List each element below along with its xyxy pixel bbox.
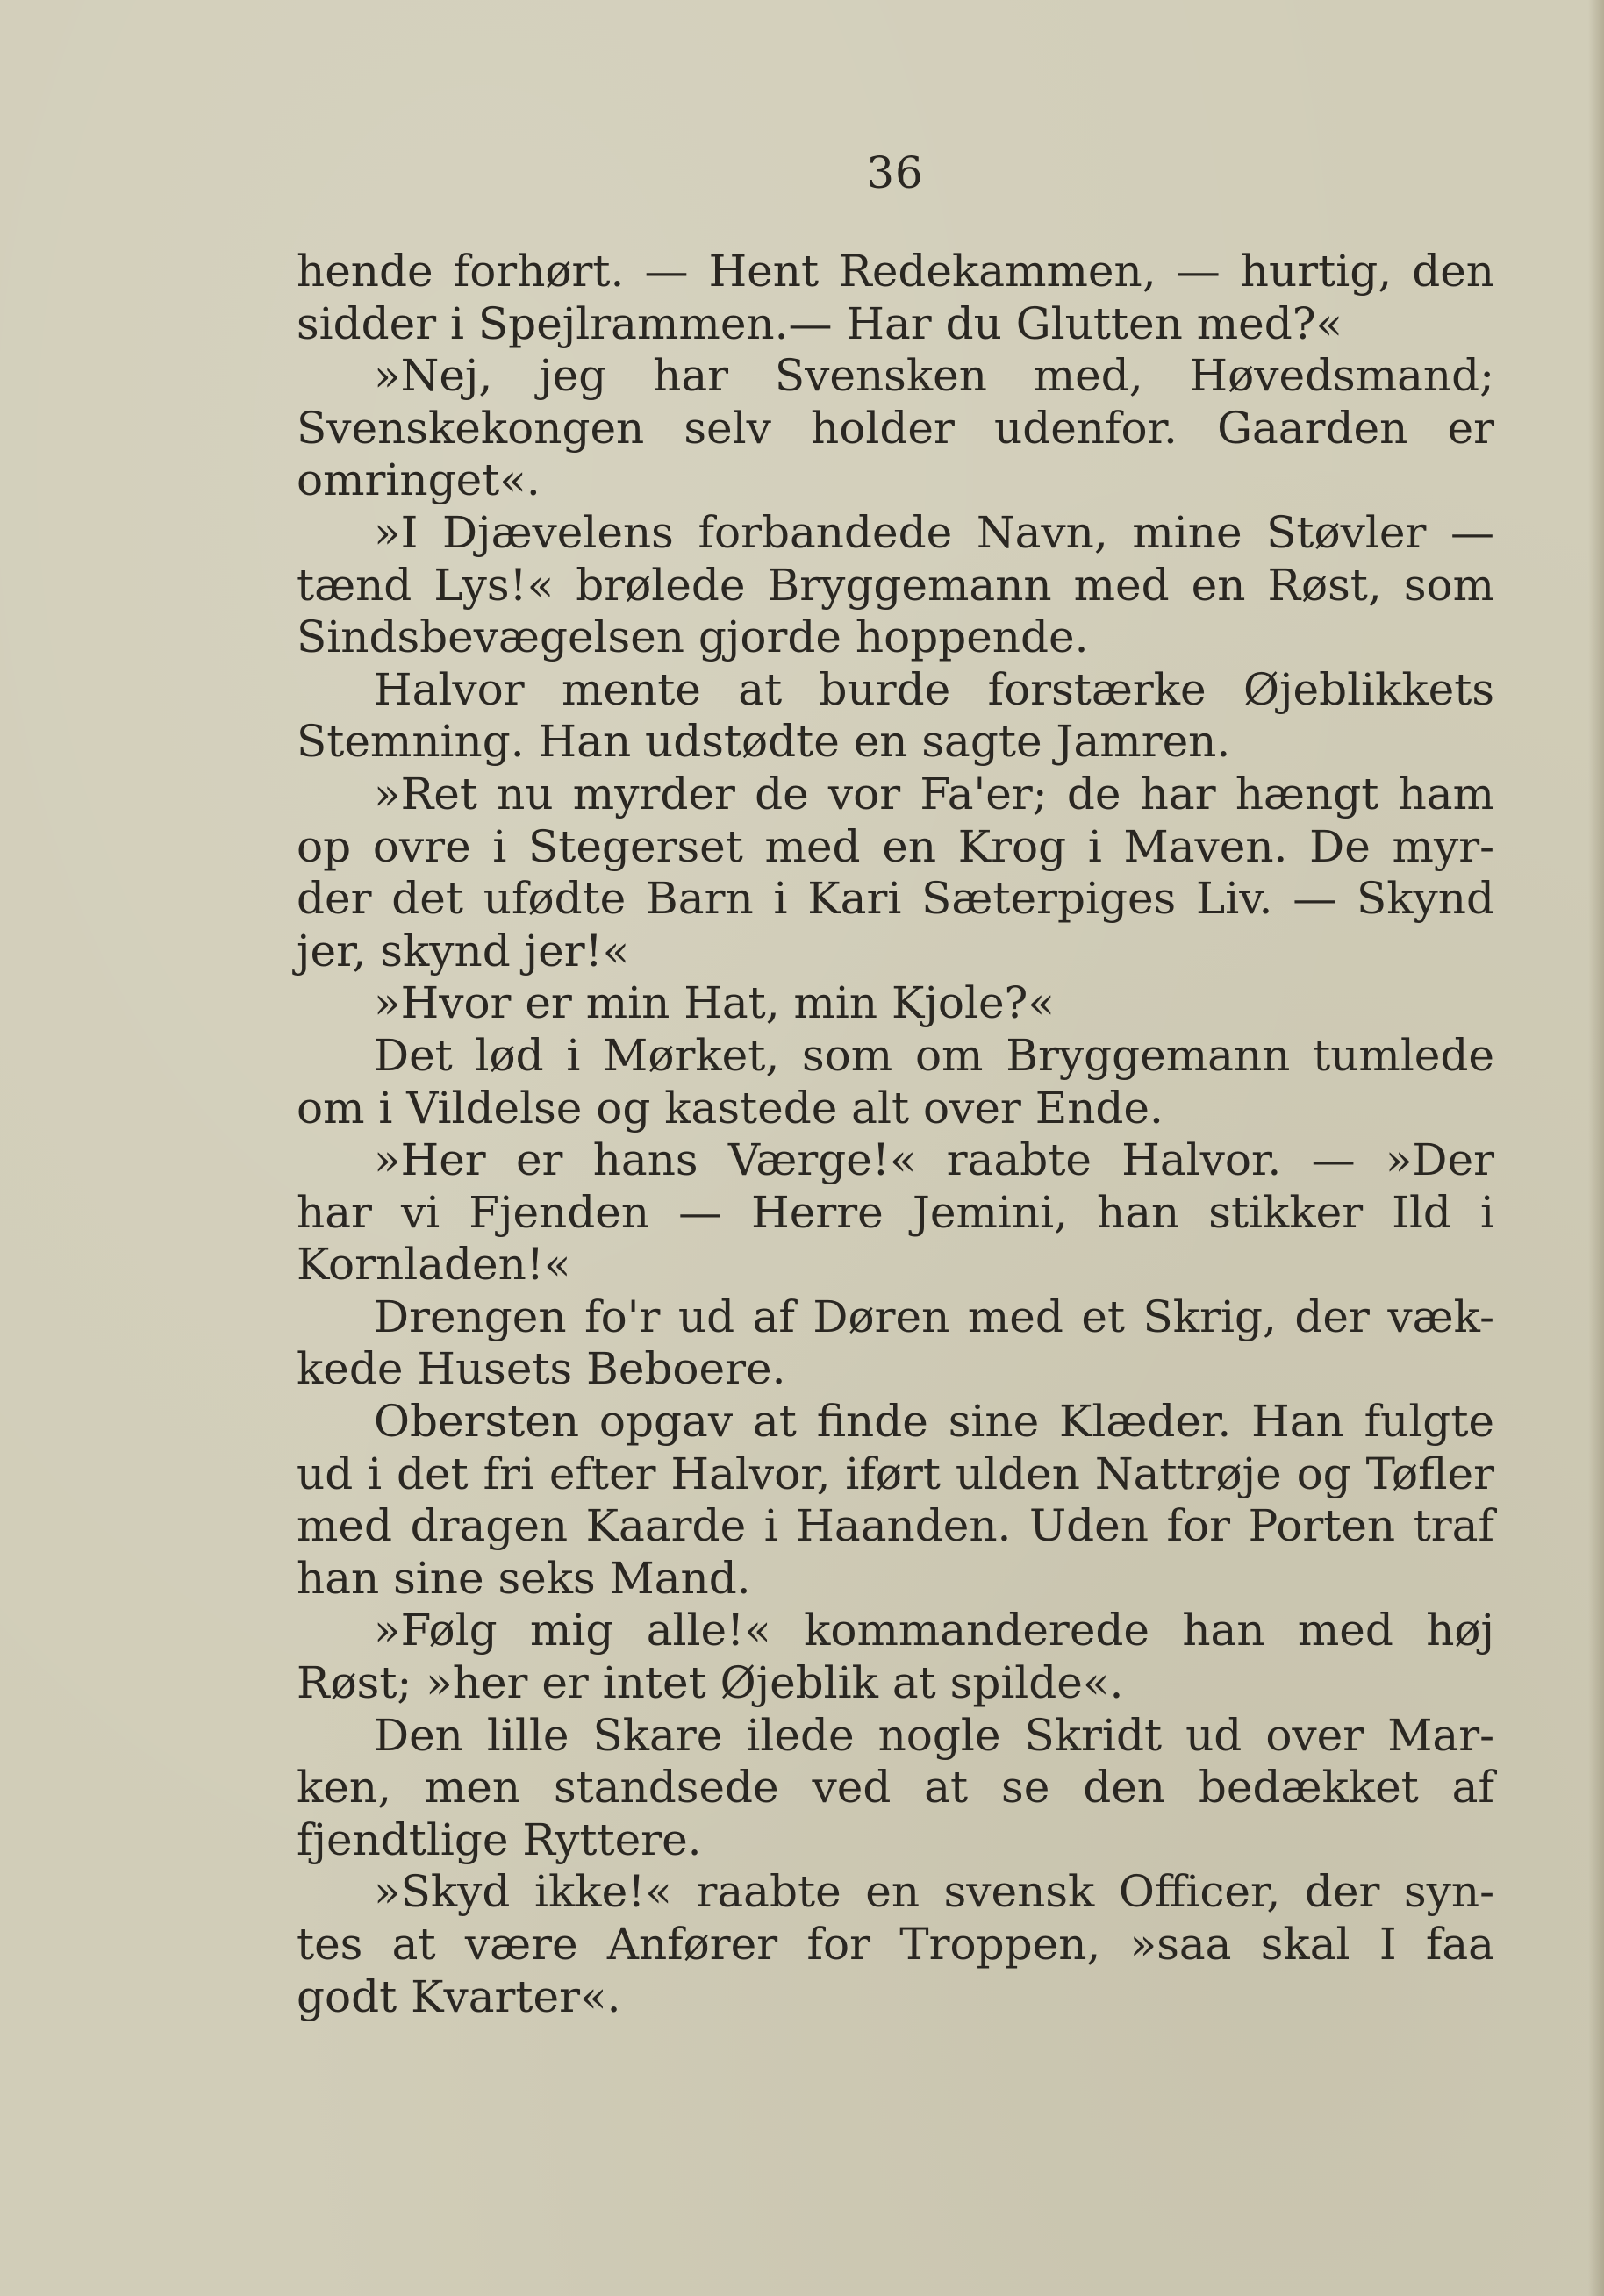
text-line: tænd Lys!« brølede Bryggemann med en Røst, som (297, 559, 1494, 611)
text-line: der det ufødte Barn i Kari Sæterpiges Liv. — Skynd (297, 873, 1494, 925)
page-number: 36 (866, 147, 924, 198)
text-line: »Følg mig alle!« kommanderede han med høj (374, 1605, 1494, 1656)
text-line: Kornladen!« (297, 1239, 571, 1291)
text-line: godt Kvarter«. (297, 1971, 621, 2022)
text-line: hende forhørt. — Hent Redekammen, — hurtig, den (297, 246, 1494, 297)
text-line: »Hvor er min Hat, min Kjole?« (374, 977, 1055, 1029)
text-line: Den lille Skare ilede nogle Skridt ud over Mar- (374, 1709, 1494, 1761)
text-line: Sindsbevægelsen gjorde hoppende. (297, 612, 1089, 663)
text-line: Drengen fo'r ud af Døren med et Skrig, der væk- (374, 1291, 1494, 1342)
text-line: Obersten opgav at finde sine Klæder. Han fulgte (374, 1396, 1494, 1448)
text-line: Halvor mente at burde forstærke Øjeblikkets (374, 663, 1494, 715)
text-line: »Nej, jeg har Svensken med, Høvedsmand; (374, 350, 1494, 402)
text-line: har vi Fjenden — Herre Jemini, han stikker Ild i (297, 1186, 1494, 1238)
text-line: Røst; »her er intet Øjeblik at spilde«. (297, 1657, 1124, 1709)
text-line: sidder i Spejlrammen.— Har du Glutten med?« (297, 297, 1343, 349)
page-edge-shadow (1588, 0, 1604, 2296)
text-line: »Skyd ikke!« raabte en svensk Officer, der syn- (374, 1866, 1494, 1918)
text-line: ud i det fri efter Halvor, iført ulden Nattrøje og Tøfler (297, 1448, 1494, 1499)
body-text (297, 246, 1494, 2023)
text-line: kede Husets Beboere. (297, 1343, 786, 1395)
text-line: omringet«. (297, 454, 541, 506)
text-line: han sine seks Mand. (297, 1552, 751, 1604)
text-line: om i Vildelse og kastede alt over Ende. (297, 1082, 1164, 1134)
text-line: med dragen Kaarde i Haanden. Uden for Porten traf (297, 1500, 1494, 1552)
text-line: »I Djævelens forbandede Navn, mine Støvler — (374, 506, 1494, 558)
text-line: op ovre i Stegerset med en Krog i Maven. De myr- (297, 820, 1494, 872)
text-line: jer, skynd jer!« (297, 925, 630, 976)
text-line: Det lød i Mørket, som om Bryggemann tumlede (374, 1029, 1494, 1081)
text-line: tes at være Anfører for Troppen, »saa skal I faa (297, 1919, 1494, 1970)
text-line: Svenskekongen selv holder udenfor. Gaarden er (297, 402, 1494, 454)
text-line: fjendtlige Ryttere. (297, 1813, 702, 1865)
text-line: »Ret nu myrder de vor Fa'er; de har hængt ham (374, 768, 1494, 819)
text-line: ken, men standsede ved at se den bedækket af (297, 1762, 1494, 1813)
text-line: Stemning. Han udstødte en sagte Jamren. (297, 716, 1231, 768)
text-line: »Her er hans Værge!« raabte Halvor. — »Der (374, 1134, 1494, 1186)
